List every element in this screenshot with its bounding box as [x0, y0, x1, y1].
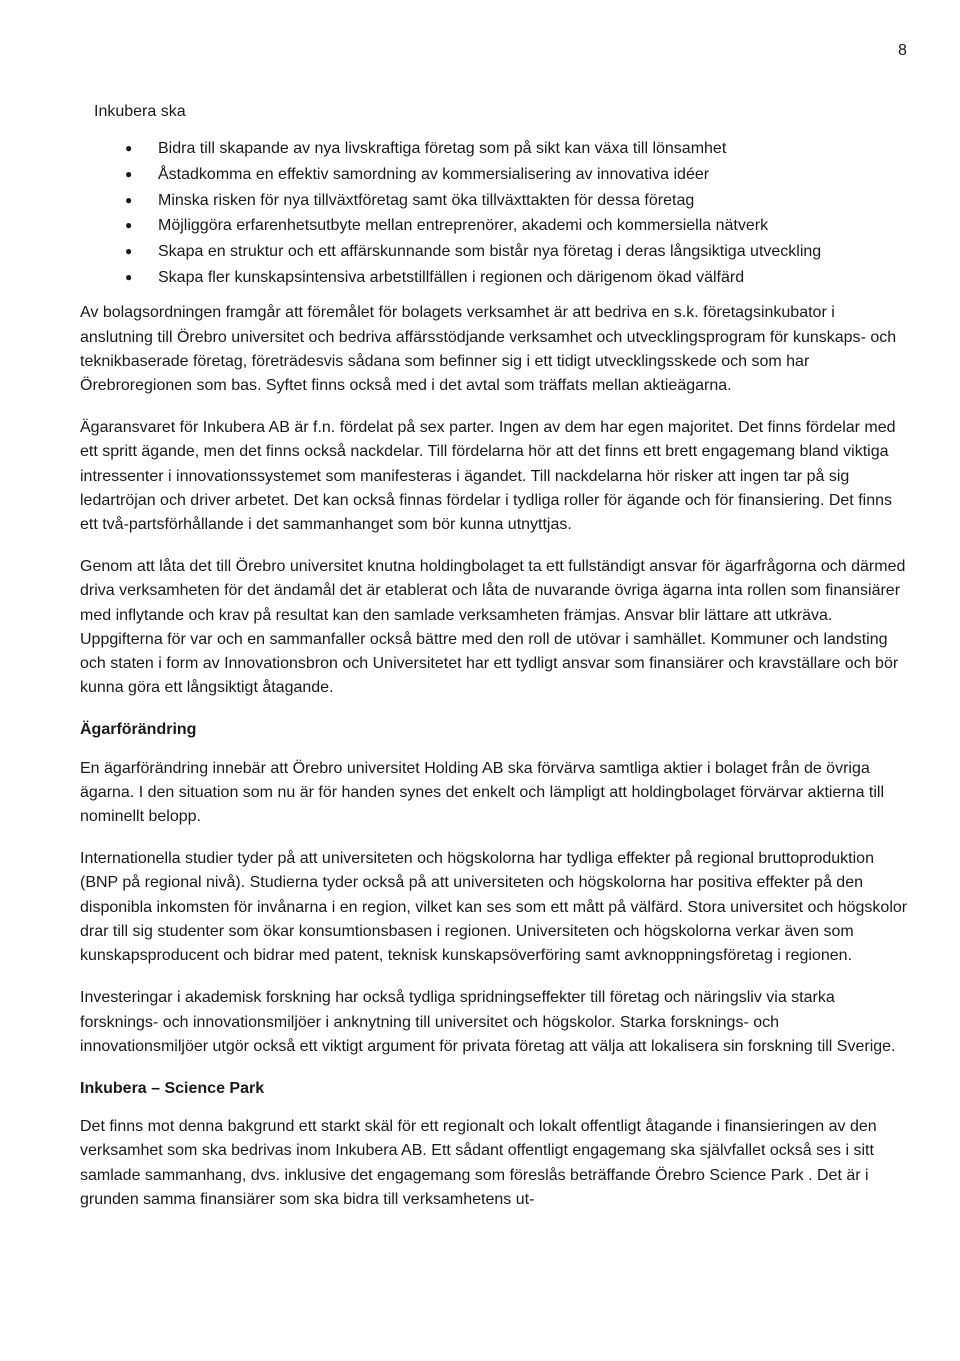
section-heading: Inkubera – Science Park	[80, 1079, 265, 1097]
document-body	[80, 100, 910, 1230]
list-item: ● Skapa fler kunskapsintensiva arbetstillfällen i regionen och därigenom ökad välfärd	[80, 265, 910, 291]
page-number: 8	[898, 42, 907, 59]
paragraph: Ägaransvaret för Inkubera AB är f.n. fördelat på sex parter. Ingen av dem har egen majoritet. Det finns fördelar med ett spritt ägande, men det finns också nackdelar. Till fördelarna hör att det finns ett brett engagemang bland viktiga intressenter i innovationssystemet som manifesteras i ägandet. Till nackdelarna hör risker att ingen tar på sig ledartröjan och driver arbetet. Det kan också finnas fördelar i tydliga roller för ägande och för finansiering. Det finns ett två-partsförhållande i det sammanhanget som bör kunna utnyttjas.	[80, 419, 896, 534]
list-item: ● Skapa en struktur och ett affärskunnande som bistår nya företag i deras långsiktiga utveckling	[80, 239, 910, 265]
bullet-icon: ●	[125, 141, 133, 156]
goals-list	[80, 136, 910, 290]
paragraph: Det finns mot denna bakgrund ett starkt skäl för ett regionalt och lokalt offentligt åtagande i finansieringen av den verksamhet som ska bedrivas inom Inkubera AB. Ett sådant offentligt engagemang ska självfallet också ses i sitt samlade sammanhang, dvs. inklusive det engagemang som föreslås beträffande Örebro Science Park . Det är i grunden samma finansiärer som ska bidra till verksamhetens ut-	[80, 1118, 877, 1208]
list-item: ● Möjliggöra erfarenhetsutbyte mellan entreprenörer, akademi och kommersiella nätverk	[80, 213, 910, 239]
paragraph: Genom att låta det till Örebro universitet knutna holdingbolaget ta ett fullständigt ansvar för ägarfrågorna och därmed driva verksamheten för det ändamål det är etablerat och låta de nuvarande övriga ägarna inta rollen som finansiärer med inflytande och krav på resultat kan den samlade verksamheten främjas. Ansvar blir lättare att utkräva. Uppgifterna för var och en sammanfaller också bättre med den roll de utövar i samhället. Kommuner och landsting och staten i form av Innovationsbron och Universitetet har ett tydligt ansvar som finansiärer och kravställare och bör kunna göra ett långsiktigt åtagande.	[80, 558, 906, 697]
list-item: ● Minska risken för nya tillväxtföretag samt öka tillväxttakten för dessa företag	[80, 188, 910, 214]
paragraph: Av bolagsordningen framgår att föremålet för bolagets verksamhet är att bedriva en s.k. företagsinkubator i anslutning till Örebro universitet och bedriva affärsstödjande verksamhet och utvecklingsprogram för kunskaps- och teknikbaserade företag, företrädesvis sådana som befinner sig i ett tidigt utvecklingsskede och som har Örebroregionen som bas. Syftet finns också med i det avtal som träffats mellan aktieägarna.	[80, 304, 897, 395]
bullet-icon: ●	[125, 218, 133, 233]
intro-text: Inkubera ska	[94, 103, 186, 120]
paragraph: Investeringar i akademisk forskning har också tydliga spridningseffekter till företag och näringsliv via starka forsknings- och innovationsmiljöer i anknytning till universitet och högskolor. Starka forsknings- och innovationsmiljöer utgör också ett viktigt argument för privata företag att välja att lokalisera sin forskning till Sverige.	[80, 989, 896, 1055]
bullet-icon: ●	[125, 244, 133, 259]
bullet-icon: ●	[125, 269, 133, 284]
paragraph: En ägarförändring innebär att Örebro universitet Holding AB ska förvärva samtliga aktier i bolaget från de övriga ägarna. I den situation som nu är för handen synes det enkelt och lämpligt att holdingbolaget förvärvar aktierna till nominellt belopp.	[80, 759, 885, 826]
section-heading: Ägarförändring	[80, 721, 197, 739]
bullet-icon: ●	[125, 166, 133, 181]
paragraph: Internationella studier tyder på att universiteten och högskolorna har tydliga effekter på regional bruttoproduktion (BNP på regional nivå). Studierna tyder också på att universiteten och högskolorna har positiva effekter på den disponibla inkomsten för invånarna i en region, vilket kan ses som ett mått på välfärd. Stora universitet och högskolor drar till sig studenter som ökar konsumtionsbasen i regionen. Universiteten och högskolorna verkar även som kunskapsproducent och bidrar med patent, teknisk kunskapsöverföring samt avknoppningsföretag i regionen.	[80, 850, 908, 965]
list-item: ● Åstadkomma en effektiv samordning av kommersialisering av innovativa idéer	[80, 162, 910, 188]
list-item: ● Bidra till skapande av nya livskraftiga företag som på sikt kan växa till lönsamhet	[80, 136, 910, 162]
bullet-icon: ●	[125, 192, 133, 207]
